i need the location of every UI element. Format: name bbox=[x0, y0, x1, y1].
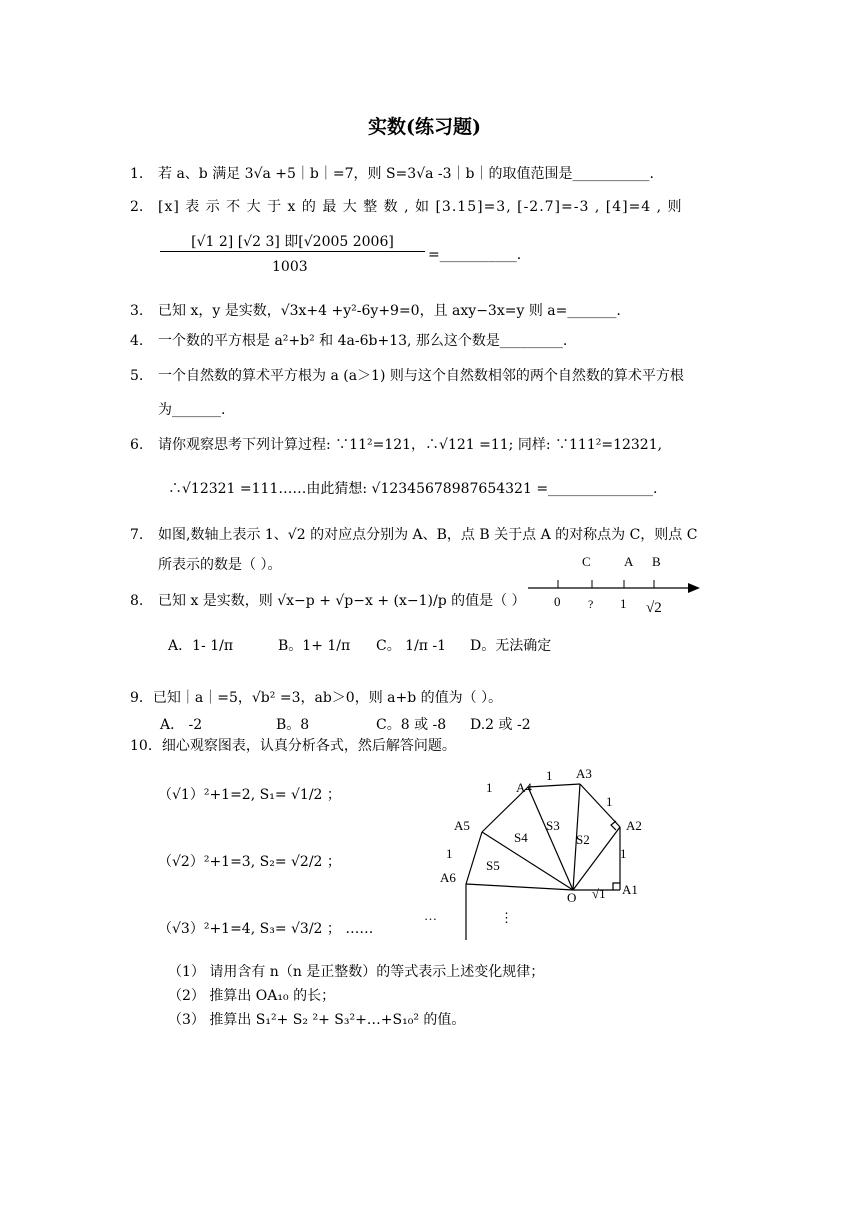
q10-task-1: （1） 请用含有 n（n 是正整数）的等式表示上述变化规律； bbox=[168, 964, 545, 980]
label-a1: A1 bbox=[622, 882, 638, 897]
q10-equation-2: （√2）²+1=3, S₂= √2/2 ； bbox=[158, 854, 341, 870]
q10-task-3: （3） 推算出 S₁²+ S₂ ²+ S₃²+…+S₁₀² 的值。 bbox=[168, 1012, 466, 1028]
question-10: 10．细心观察图表，认真分析各式，然后解答问题。 bbox=[130, 738, 456, 754]
question-6-line2: ∴√12321 =111……由此猜想: √12345678987654321 =_______________. bbox=[168, 481, 658, 497]
q9-option-a: A． -2 bbox=[160, 717, 203, 733]
q10-equation-3: （√3）²+1=4, S₃= √3/2 ； …… bbox=[158, 921, 374, 937]
label-a6: A6 bbox=[440, 870, 456, 885]
label-a5: A5 bbox=[454, 818, 470, 833]
question-1: 若 a、b 满足 3√a +5｜b｜=7，则 S=3√a -3｜b｜的取值范围是___________. bbox=[158, 166, 654, 182]
label-side-1: 1 bbox=[606, 794, 613, 809]
question-3: 已知 x，y 是实数，√3x+4 +y²-6y+9=0，且 axy−3x=y 则 a=_______. bbox=[158, 303, 621, 319]
question-2-tail: =___________. bbox=[428, 247, 522, 263]
label-side-1: 1 bbox=[446, 846, 453, 861]
label-side-1: 1 bbox=[546, 768, 553, 783]
question-9: 9．已知｜a｜=5，√b² =3，ab＞0，则 a+b 的值为（ ）。 bbox=[130, 690, 503, 706]
question-number: 6. bbox=[130, 437, 144, 453]
question-number: 7. bbox=[130, 527, 144, 543]
question-6-line1: 请你观察思考下列计算过程: ∵11²=121，∴√121 =11; 同样: ∵111²=12321, bbox=[158, 437, 663, 453]
origin-label: 0 bbox=[554, 594, 561, 609]
question-5-line1: 一个自然数的算术平方根为 a (a＞1) 则与这个自然数相邻的两个自然数的算术平方根 bbox=[158, 368, 684, 384]
point-b-label: B bbox=[652, 554, 661, 569]
square-root-spiral-figure bbox=[424, 762, 670, 942]
point-a-label: A bbox=[624, 554, 634, 569]
question-2-denominator: 1003 bbox=[272, 259, 308, 275]
q9-option-c: C。8 或 -8 bbox=[376, 717, 447, 733]
label-a4: A4 bbox=[516, 780, 532, 795]
q8-option-c: C。 1/π -1 bbox=[376, 638, 447, 654]
label-vertical-ellipsis: ⋮ bbox=[500, 910, 513, 925]
label-o: O bbox=[567, 890, 577, 905]
q8-option-a: A．1- 1/π bbox=[168, 638, 234, 654]
q10-task-2: （2） 推算出 OA₁₀ 的长； bbox=[168, 988, 336, 1004]
unknown-label: ? bbox=[588, 597, 594, 611]
label-sqrt1: √1 bbox=[592, 886, 606, 901]
question-number: 2. bbox=[130, 199, 144, 215]
question-number: 8. bbox=[130, 593, 144, 609]
label-ellipsis: … bbox=[424, 908, 437, 923]
question-number: 4. bbox=[130, 333, 144, 349]
q8-option-b: B。1+ 1/π bbox=[278, 638, 351, 654]
point-c-label: C bbox=[582, 554, 591, 569]
question-7-line1: 如图,数轴上表示 1、√2 的对应点分别为 A、B，点 B 关于点 A 的对称点为 C，则点 C bbox=[158, 527, 698, 543]
question-number: 3. bbox=[130, 303, 144, 319]
question-number: 1. bbox=[130, 166, 144, 182]
label-a2: A2 bbox=[626, 818, 642, 833]
one-label: 1 bbox=[620, 596, 627, 611]
label-side-1: 1 bbox=[486, 780, 493, 795]
sqrt2-label: √2 bbox=[646, 600, 662, 616]
page-title: 实数(练习题) bbox=[368, 116, 481, 138]
question-7-line2: 所表示的数是（ ）。 bbox=[158, 557, 282, 573]
number-line-figure bbox=[520, 550, 710, 620]
q10-equation-1: （√1）²+1=2, S₁= √1/2 ； bbox=[158, 787, 341, 803]
question-4: 一个数的平方根是 a²+b² 和 4a-6b+13, 那么这个数是_________. bbox=[158, 333, 568, 349]
label-a3: A3 bbox=[576, 766, 592, 781]
question-2-line1: [x] 表 示 不 大 于 x 的 最 大 整 数 , 如 [3.15]=3, [-2.7]=-3 , [4]=4 , 则 bbox=[158, 199, 683, 215]
question-5-line2: 为_______. bbox=[158, 402, 226, 418]
question-2-numerator: [√1 2] [√2 3] 即[√2005 2006] bbox=[160, 233, 425, 252]
q9-option-b: B。8 bbox=[276, 717, 310, 733]
q9-option-d: D.2 或 -2 bbox=[470, 717, 531, 733]
label-s3: S3 bbox=[546, 818, 560, 833]
label-s4: S4 bbox=[514, 830, 528, 845]
q8-option-d: D。无法确定 bbox=[470, 638, 552, 654]
label-s2: S2 bbox=[576, 832, 590, 847]
label-side-1: 1 bbox=[620, 846, 627, 861]
question-8: 已知 x 是实数，则 √x−p + √p−x + (x−1)/p 的值是（ ） bbox=[158, 593, 526, 609]
question-number: 5. bbox=[130, 368, 144, 384]
label-s5: S5 bbox=[486, 858, 500, 873]
